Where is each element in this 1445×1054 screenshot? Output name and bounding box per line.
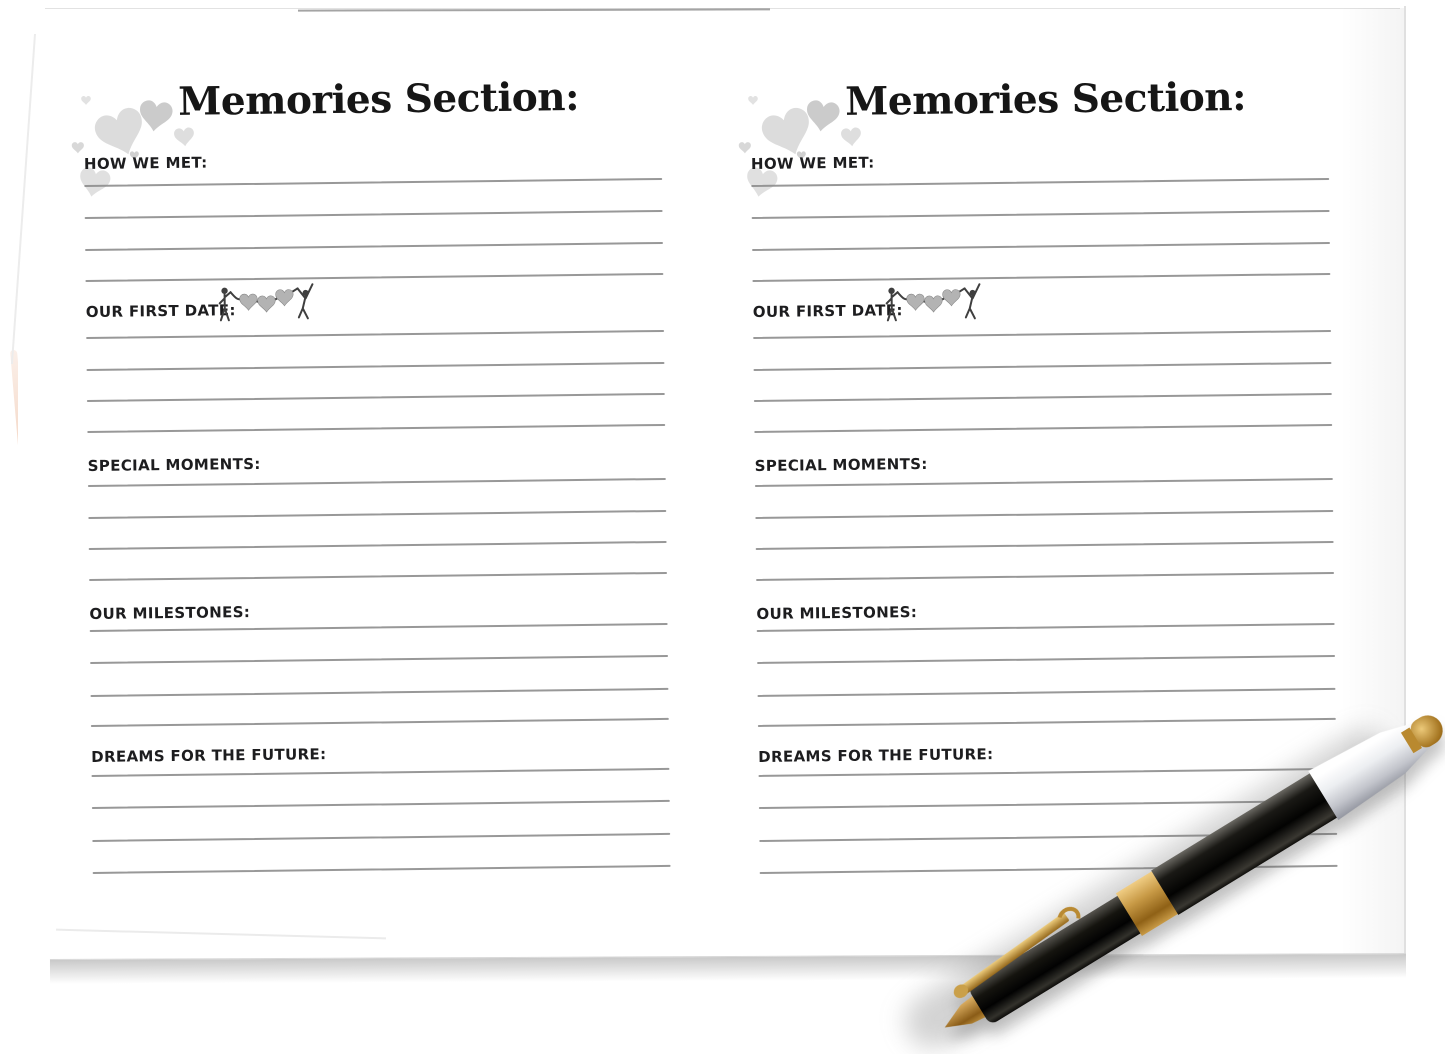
section-label: OUR FIRST DATE: xyxy=(85,301,236,322)
ruled-line xyxy=(752,210,1330,219)
book-bottom-shadow xyxy=(50,953,1406,984)
pen-gold-finial xyxy=(1407,710,1445,751)
ruled-line xyxy=(92,800,670,809)
section-label: SPECIAL MOMENTS: xyxy=(754,454,928,476)
section-label: DREAMS FOR THE FUTURE: xyxy=(758,745,994,766)
ruled-line xyxy=(85,242,663,251)
ruled-line xyxy=(86,362,664,371)
first-date-doodle-icon xyxy=(217,281,318,324)
section-label: HOW WE MET: xyxy=(83,153,208,174)
ruled-line xyxy=(90,655,668,664)
ruled-line xyxy=(89,541,667,550)
ruled-line xyxy=(753,330,1331,339)
ruled-line xyxy=(752,273,1330,282)
page-title: Memories Section: xyxy=(177,73,580,125)
ruled-line xyxy=(88,478,666,487)
section-dreams-for-the-future xyxy=(91,741,669,766)
ruled-line xyxy=(754,393,1332,402)
section-our-milestones xyxy=(756,598,1334,623)
ruled-line xyxy=(757,688,1335,697)
section-label: OUR MILESTONES: xyxy=(89,603,251,623)
ruled-line xyxy=(755,510,1333,519)
ruled-line xyxy=(87,424,665,433)
ruled-line xyxy=(85,273,663,282)
ruled-line xyxy=(89,572,667,581)
section-our-first-date xyxy=(752,294,1331,322)
ruled-line xyxy=(753,362,1331,371)
ruled-line xyxy=(93,865,671,874)
section-our-first-date xyxy=(85,294,664,322)
section-label: OUR FIRST DATE: xyxy=(752,301,903,322)
ruled-line xyxy=(92,833,670,842)
section-label: DREAMS FOR THE FUTURE: xyxy=(91,745,327,766)
section-our-milestones xyxy=(89,598,667,623)
section-label: HOW WE MET: xyxy=(750,153,875,174)
ruled-line xyxy=(755,478,1333,487)
ruled-line xyxy=(86,330,664,339)
ruled-line xyxy=(752,242,1330,251)
ruled-line xyxy=(758,768,1336,777)
ruled-line xyxy=(87,393,665,402)
ruled-line xyxy=(757,655,1335,664)
journal-page-left xyxy=(83,63,671,915)
first-date-doodle-icon xyxy=(884,281,985,324)
section-label: OUR MILESTONES: xyxy=(756,603,918,623)
ruled-line xyxy=(758,718,1336,727)
ruled-line xyxy=(756,541,1334,550)
ruled-line xyxy=(85,210,663,219)
ruled-line xyxy=(91,768,669,777)
ruled-line xyxy=(756,572,1334,581)
ruled-line xyxy=(757,623,1335,632)
page-title: Memories Section: xyxy=(844,73,1247,125)
journal-page-right xyxy=(750,63,1338,915)
section-label: SPECIAL MOMENTS: xyxy=(87,454,261,476)
section-special-moments xyxy=(754,450,1333,476)
page-right-edge xyxy=(1404,6,1406,956)
ruled-line xyxy=(90,688,668,697)
ruled-line xyxy=(90,623,668,632)
section-dreams-for-the-future xyxy=(758,741,1336,766)
ruled-line xyxy=(88,510,666,519)
section-special-moments xyxy=(87,450,666,476)
ruled-line xyxy=(91,718,669,727)
ruled-line xyxy=(754,424,1332,433)
